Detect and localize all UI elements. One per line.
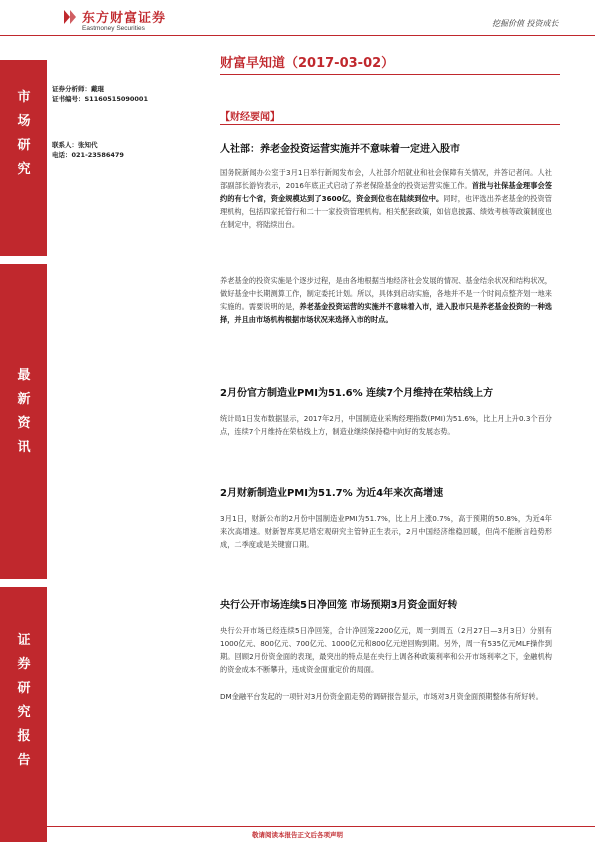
analyst-line xyxy=(52,84,212,94)
article-text: 央行公开市场已经连续5日净回笼，合计净回笼2200亿元，周一到周五（2月27日—3月3日）分别有1000亿元、800亿元、700亿元、1000亿元和800亿元逆回购到期。另外，周一有535亿元MLF操作到期。回顾2月份资金面的表现，最突出的特点是在央行上调各种政策利率和公开市场利率之下，金融机构的资金成本不断攀升，违成资金面重定价的局面。 xyxy=(220,626,552,674)
footer-divider xyxy=(47,826,595,827)
article-paragraph xyxy=(220,624,552,676)
sidebar-label-latest-news xyxy=(13,364,35,460)
sidebar-char: 券 xyxy=(17,657,31,672)
sidebar-char: 场 xyxy=(17,114,31,129)
title-divider xyxy=(220,74,560,75)
footer-disclaimer: 敬请阅读本报告正文后各项声明 xyxy=(252,831,343,839)
analyst-name: 戴琨 xyxy=(91,85,104,93)
sidebar-char: 证 xyxy=(17,633,31,648)
sidebar-label-market-research xyxy=(13,86,35,182)
sidebar-research-report xyxy=(0,587,47,842)
article-paragraph xyxy=(220,512,552,551)
article-headline-4: 央行公开市场连续5日净回笼 市场预期3月资金面好转 xyxy=(220,600,458,611)
article-text: DM金融平台发起的一项针对3月份资金面走势的调研报告显示，市场对3月资金面预期整体有所好转。 xyxy=(220,692,543,701)
article-text: 同时，也评选出养老基金的投资管理机构，包括四家托管行和二十一家投资管理机构。相关配套政策，如信息披露、绩效考核等政策制度也在制定中，将陆续出台。 xyxy=(220,194,552,229)
contact-phone: 电话：021-23586479 xyxy=(52,151,124,159)
article-text: 养老基金的投资实施是个逐步过程，是由各地根据当地经济社会发展的情况、基金结余状况和结构状况，做好基金中长期测算工作，制定委托计划。所以，具体到启动实施，各地并不是一个时间点整齐划一地来实施的。需要说明的是， xyxy=(220,276,552,311)
company-logo xyxy=(60,6,210,36)
sidebar-market-research xyxy=(0,60,47,256)
section-tag: 【财经要闻】 xyxy=(220,112,280,123)
logo-chinese-name: 东方财富证券 xyxy=(82,11,167,26)
sidebar-char: 报 xyxy=(17,729,31,744)
analyst-label: 证券分析师： xyxy=(52,85,91,93)
sidebar-char: 市 xyxy=(17,90,31,105)
logo-english-name: Eastmoney Securities xyxy=(82,25,145,32)
article-paragraph xyxy=(220,166,552,231)
company-slogan: 挖掘价值 投资成长 xyxy=(492,19,559,28)
contact-label: 联系人： xyxy=(52,141,78,149)
article-text: 统计局1日发布数据显示，2017年2月，中国制造业采购经理指数(PMI)为51.6%，比上月上升0.3个百分点，连续7个月维持在荣枯线上方，制造业继续保持稳中向好的发展态势。 xyxy=(220,414,552,436)
sidebar-char: 究 xyxy=(17,162,31,177)
eastmoney-logo-icon xyxy=(60,6,82,28)
article-text-bold: 养老基金投资运营的实施并不意味着入市，进入股市只是养老基金投资的一种选择，并且由市场机构根据市场状况来选择入市的时点。 xyxy=(220,302,552,324)
article-headline-2: 2月份官方制造业PMI为51.6% 连续7个月维持在荣枯线上方 xyxy=(220,388,494,399)
article-paragraph xyxy=(220,690,552,703)
sidebar-char: 研 xyxy=(17,681,31,696)
report-title: 财富早知道（2017-03-02） xyxy=(220,56,395,71)
article-text-bold: 首批与社保基金理事会签约的有七个省，资金规模达到了3600亿，资金到位也在陆续到位中。 xyxy=(220,181,552,203)
analyst-info xyxy=(52,84,212,104)
sidebar-char: 资 xyxy=(17,416,31,431)
article-headline-3: 2月财新制造业PMI为51.7% 为近4年来次高增速 xyxy=(220,488,444,499)
sidebar-char: 告 xyxy=(17,753,31,768)
article-headline-1: 人社部：养老金投资运营实施并不意味着一定进入股市 xyxy=(220,144,460,155)
contact-line xyxy=(52,140,212,150)
sidebar-label-research-report xyxy=(13,629,35,773)
section-divider xyxy=(220,124,560,125)
analyst-cert: 证书编号：S1160515090001 xyxy=(52,95,148,103)
article-paragraph xyxy=(220,274,552,326)
contact-name: 张知代 xyxy=(78,141,98,149)
header-divider xyxy=(0,35,595,36)
sidebar-char: 讯 xyxy=(17,440,31,455)
article-text: 国务院新闻办公室于3月1日举行新闻发布会，人社部介绍就业和社会保障有关情况，并答记者问。人社部副部长游钧表示，2016年底正式启动了养老保险基金的投资运营实施工作。 xyxy=(220,168,552,190)
sidebar-latest-news xyxy=(0,264,47,579)
article-text: 3月1日，财新公布的2月份中国制造业PMI为51.7%，比上月上涨0.7%，高于预期的50.8%，为近4年来次高增速。财新智库莫尼塔宏观研究主管钟正生表示，2月中国经济维稳回暖，但尚不能断言趋势形成，二季度或是关键窗口期。 xyxy=(220,514,552,549)
article-paragraph xyxy=(220,412,552,438)
sidebar-char: 究 xyxy=(17,705,31,720)
sidebar-char: 新 xyxy=(17,392,31,407)
contact-info xyxy=(52,140,212,160)
sidebar-char: 最 xyxy=(17,368,31,383)
page-header xyxy=(0,0,595,40)
sidebar-char: 研 xyxy=(17,138,31,153)
